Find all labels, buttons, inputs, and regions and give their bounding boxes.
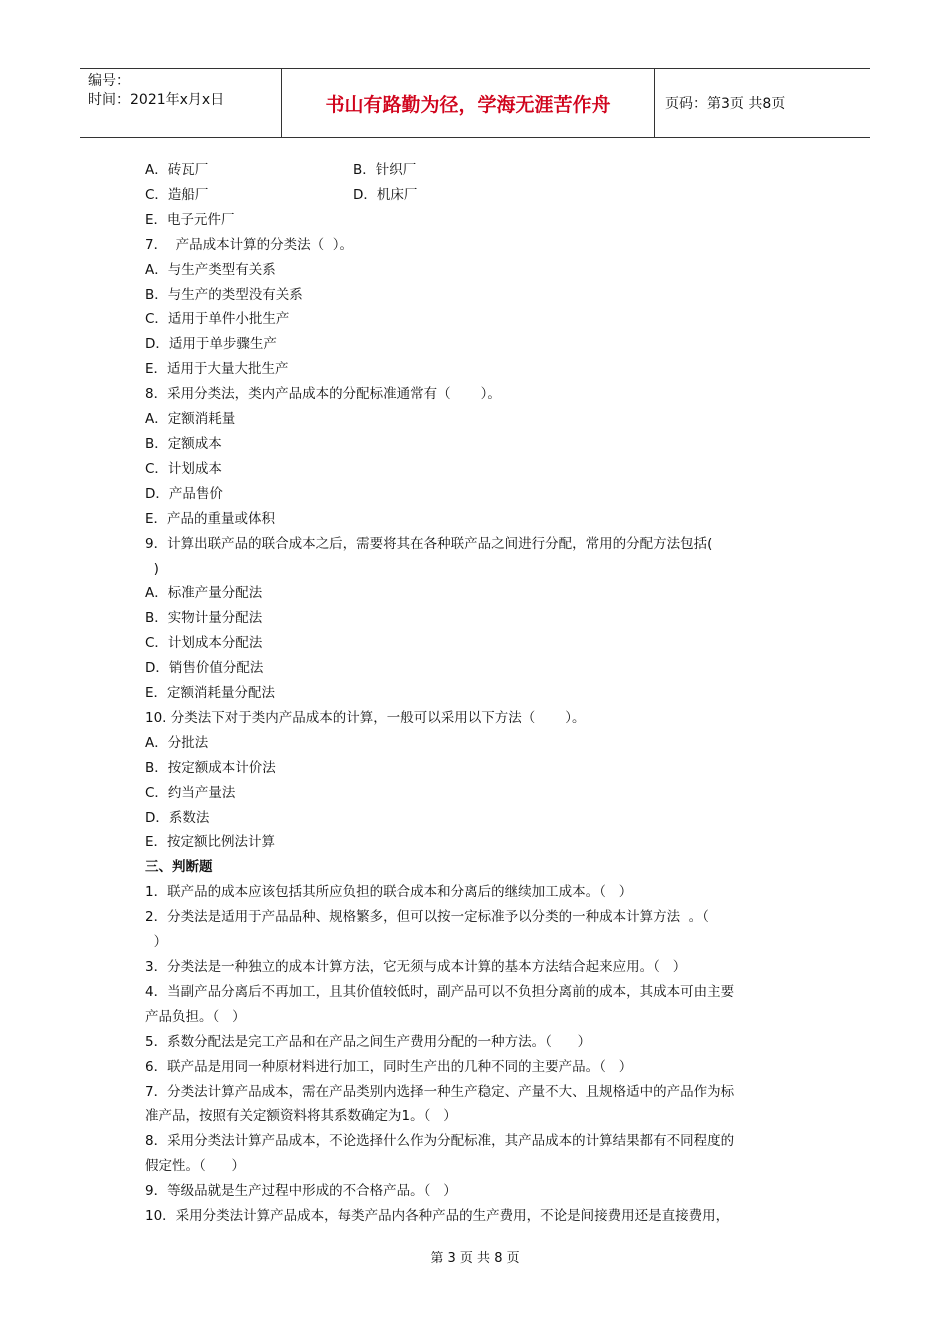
text-line: C．计划成本 bbox=[145, 460, 222, 477]
header-meta bbox=[80, 69, 282, 137]
judgment-line: 7．分类法计算产品成本，需在产品类别内选择一种生产稳定、产量不大、且规格适中的产品作为标 bbox=[145, 1083, 735, 1100]
text-line: E．适用于大量大批生产 bbox=[145, 361, 289, 378]
judgment-line: 10．采用分类法计算产品成本，每类产品内各种产品的生产费用，不论是间接费用还是直接费用， bbox=[145, 1208, 730, 1225]
text-line: 10. 分类法下对于类内产品成本的计算，一般可以采用以下方法（ ）。 bbox=[145, 709, 586, 726]
text-line: 8．采用分类法，类内产品成本的分配标准通常有（ ）。 bbox=[145, 386, 501, 403]
judgment-line: ） bbox=[145, 934, 168, 951]
option-row bbox=[145, 158, 815, 183]
text-line: E．按定额比例法计算 bbox=[145, 834, 276, 851]
judgment-line: 5．系数分配法是完工产品和在产品之间生产费用分配的一种方法。（ ） bbox=[145, 1033, 592, 1050]
judgment-line: 4．当副产品分离后不再加工，且其价值较低时，副产品可以不负担分离前的成本，其成本可由主要 bbox=[145, 983, 735, 1000]
text-line: A．定额消耗量 bbox=[145, 411, 236, 428]
page-number-label: 页码：第3页 共8页 bbox=[665, 96, 786, 112]
text-line: C．适用于单件小批生产 bbox=[145, 311, 290, 328]
text-line: D．系数法 bbox=[145, 809, 210, 826]
text-line: 7． 产品成本计算的分类法（ ）。 bbox=[145, 236, 354, 253]
text-line: A．标准产量分配法 bbox=[145, 585, 263, 602]
text-line: B．与生产的类型没有关系 bbox=[145, 286, 303, 303]
text-line: B．定额成本 bbox=[145, 435, 222, 452]
option-c: C．造船厂 bbox=[145, 186, 209, 203]
judgment-line: 1．联产品的成本应该包括其所应负担的联合成本和分离后的继续加工成本。（ ） bbox=[145, 884, 633, 901]
motto: 书山有路勤为径，学海无涯苦作舟 bbox=[282, 69, 655, 137]
judgment-line: 3．分类法是一种独立的成本计算方法，它无须与成本计算的基本方法结合起来应用。（ ） bbox=[145, 959, 687, 975]
document-body bbox=[145, 158, 815, 1229]
judgment-line: 准产品，按照有关定额资料将其系数确定为1。（ ） bbox=[145, 1108, 457, 1125]
option-e: E．电子元件厂 bbox=[145, 211, 235, 228]
text-line: ) bbox=[145, 560, 159, 577]
text-line: B．按定额成本计价法 bbox=[145, 759, 276, 776]
page-footer: 第 3 页 共 8 页 bbox=[430, 1251, 520, 1266]
option-b: B．针织厂 bbox=[353, 162, 417, 178]
text-line: A．与生产类型有关系 bbox=[145, 261, 276, 278]
option-d: D．机床厂 bbox=[353, 186, 418, 203]
judgment-line: 假定性。（ ） bbox=[145, 1158, 245, 1175]
text-line: D．适用于单步骤生产 bbox=[145, 336, 277, 353]
text-line: E．产品的重量或体积 bbox=[145, 510, 276, 527]
text-line: E．定额消耗量分配法 bbox=[145, 685, 276, 702]
section-title: 三、判断题 bbox=[145, 859, 213, 876]
text-line: D．销售价值分配法 bbox=[145, 660, 264, 677]
judgment-line: 产品负担。（ ） bbox=[145, 1008, 246, 1025]
text-line: C．约当产量法 bbox=[145, 784, 236, 801]
time-label: 时间：2021年x月x日 bbox=[88, 92, 225, 108]
text-line: C．计划成本分配法 bbox=[145, 635, 263, 652]
text-line: 9．计算出联产品的联合成本之后，需要将其在各种联产品之间进行分配，常用的分配方法包括( bbox=[145, 535, 713, 552]
option-a: A．砖瓦厂 bbox=[145, 162, 209, 178]
judgment-line: 6．联产品是用同一种原材料进行加工，同时生产出的几种不同的主要产品。（ ） bbox=[145, 1058, 633, 1075]
serial-label: 编号： bbox=[88, 73, 130, 89]
judgment-line: 9．等级品就是生产过程中形成的不合格产品。（ ） bbox=[145, 1183, 457, 1200]
text-line: B．实物计量分配法 bbox=[145, 610, 263, 627]
judgment-line: 2．分类法是适用于产品品种、规格繁多，但可以按一定标准予以分类的一种成本计算方法 。（ bbox=[145, 909, 709, 926]
judgment-line: 8．采用分类法计算产品成本，不论选择什么作为分配标准，其产品成本的计算结果都有不同程度的 bbox=[145, 1133, 735, 1150]
text-line: D．产品售价 bbox=[145, 485, 223, 502]
option-row bbox=[145, 183, 815, 208]
text-line: A．分批法 bbox=[145, 734, 209, 751]
page-header bbox=[80, 68, 870, 138]
